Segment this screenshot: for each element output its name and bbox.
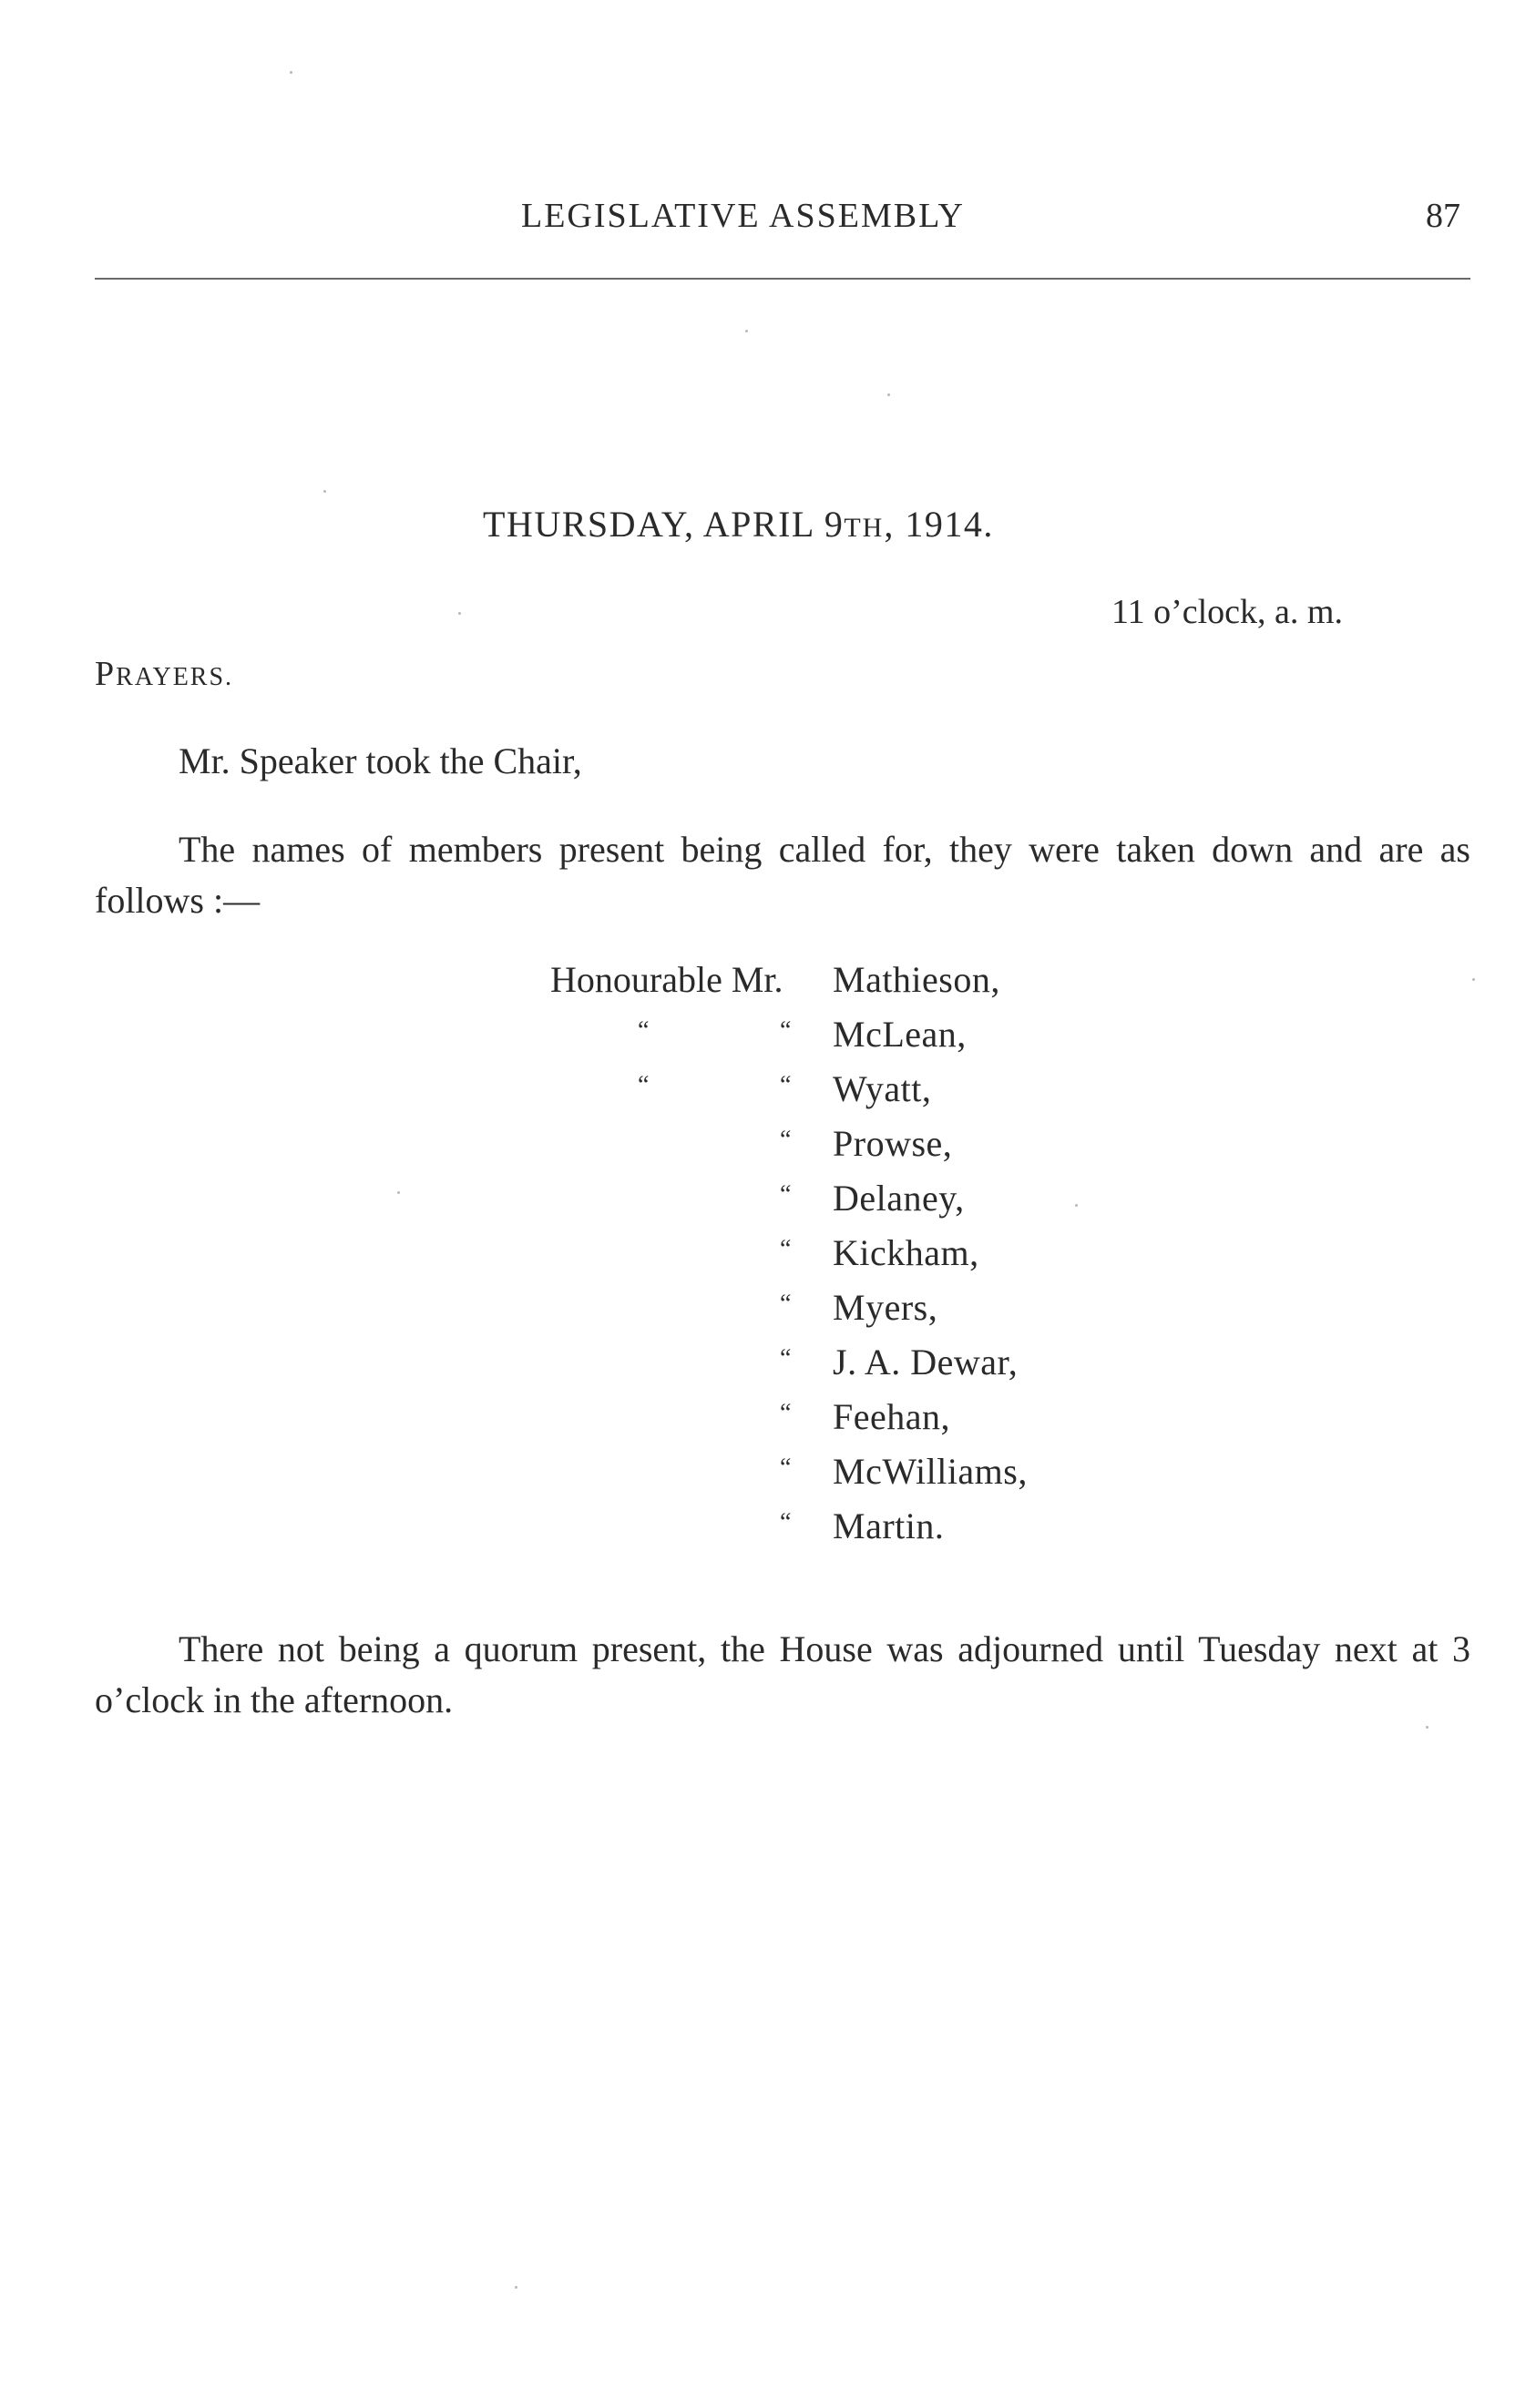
scan-speck [290, 71, 292, 74]
ditto-mark-mr: “ [780, 1071, 792, 1099]
ditto-mark-mr: “ [780, 1344, 792, 1372]
member-name: Martin. [833, 1505, 945, 1546]
member-row [0, 1177, 1536, 1231]
member-row [0, 1067, 1536, 1122]
ditto-mark-mr: “ [780, 1508, 792, 1536]
ditto-mark-mr: “ [780, 1235, 792, 1263]
member-name: J. A. Dewar, [833, 1342, 1019, 1383]
scan-speck [1472, 978, 1475, 981]
member-row [0, 1505, 1536, 1559]
ditto-mark-honourable: “ [638, 1016, 650, 1045]
date-prefix: THURSDAY, APRIL 9 [483, 504, 845, 545]
member-name: Kickham, [833, 1232, 979, 1273]
scan-speck [323, 490, 326, 493]
scan-speck [887, 393, 890, 396]
member-row [0, 1286, 1536, 1341]
ditto-mark-mr: “ [780, 1180, 792, 1209]
date-suffix: , 1914. [884, 504, 994, 545]
member-row [0, 1341, 1536, 1395]
ditto-mark-mr: “ [780, 1399, 792, 1427]
member-row [0, 1395, 1536, 1450]
header-rule [95, 278, 1470, 280]
member-row [0, 958, 1536, 1013]
scan-speck [745, 330, 748, 332]
running-head-title: LEGISLATIVE ASSEMBLY [521, 197, 965, 235]
scan-speck [458, 612, 461, 615]
adjournment-paragraph [95, 1624, 1470, 1726]
ditto-mark-mr: “ [780, 1290, 792, 1318]
prayers-initial: P [95, 655, 117, 693]
adjournment-text: There not being a quorum present, the House was adjourned until Tuesday next at 3 o’clock in the afternoon. [95, 1628, 1470, 1720]
member-name: Feehan, [833, 1396, 951, 1437]
ditto-mark-mr: “ [780, 1454, 792, 1482]
member-row [0, 1450, 1536, 1505]
ditto-mark-mr: “ [780, 1016, 792, 1045]
member-name: Delaney, [833, 1178, 965, 1219]
scan-speck [1426, 1726, 1428, 1729]
ditto-mark-honourable: “ [638, 1071, 650, 1099]
ditto-mark-mr: “ [780, 1126, 792, 1154]
member-name: McWilliams, [833, 1451, 1028, 1492]
scan-speck [397, 1191, 400, 1194]
prayers-heading [95, 654, 233, 694]
roll-call-intro-text: The names of members present being called for, they were taken down and are as follows :— [95, 829, 1470, 921]
member-name: Prowse, [833, 1123, 953, 1164]
member-name: McLean, [833, 1014, 967, 1055]
roll-call-intro-paragraph [95, 824, 1470, 926]
sitting-time: 11 o’clock, a. m. [1111, 593, 1343, 631]
scan-speck [1075, 1204, 1078, 1207]
page-number: 87 [1426, 197, 1460, 235]
speaker-took-chair: Mr. Speaker took the Chair, [179, 740, 582, 781]
member-row [0, 1013, 1536, 1067]
sitting-date [483, 503, 994, 546]
scan-speck [515, 2286, 517, 2289]
member-name: Myers, [833, 1287, 938, 1328]
honourable-mr-prefix: Honourable Mr. [550, 959, 783, 1000]
member-name: Wyatt, [833, 1068, 932, 1109]
prayers-rest: RAYERS. [116, 663, 234, 691]
member-row [0, 1231, 1536, 1286]
date-ordinal: TH [844, 513, 885, 543]
member-row [0, 1122, 1536, 1177]
member-name: Mathieson, [833, 959, 1000, 1000]
